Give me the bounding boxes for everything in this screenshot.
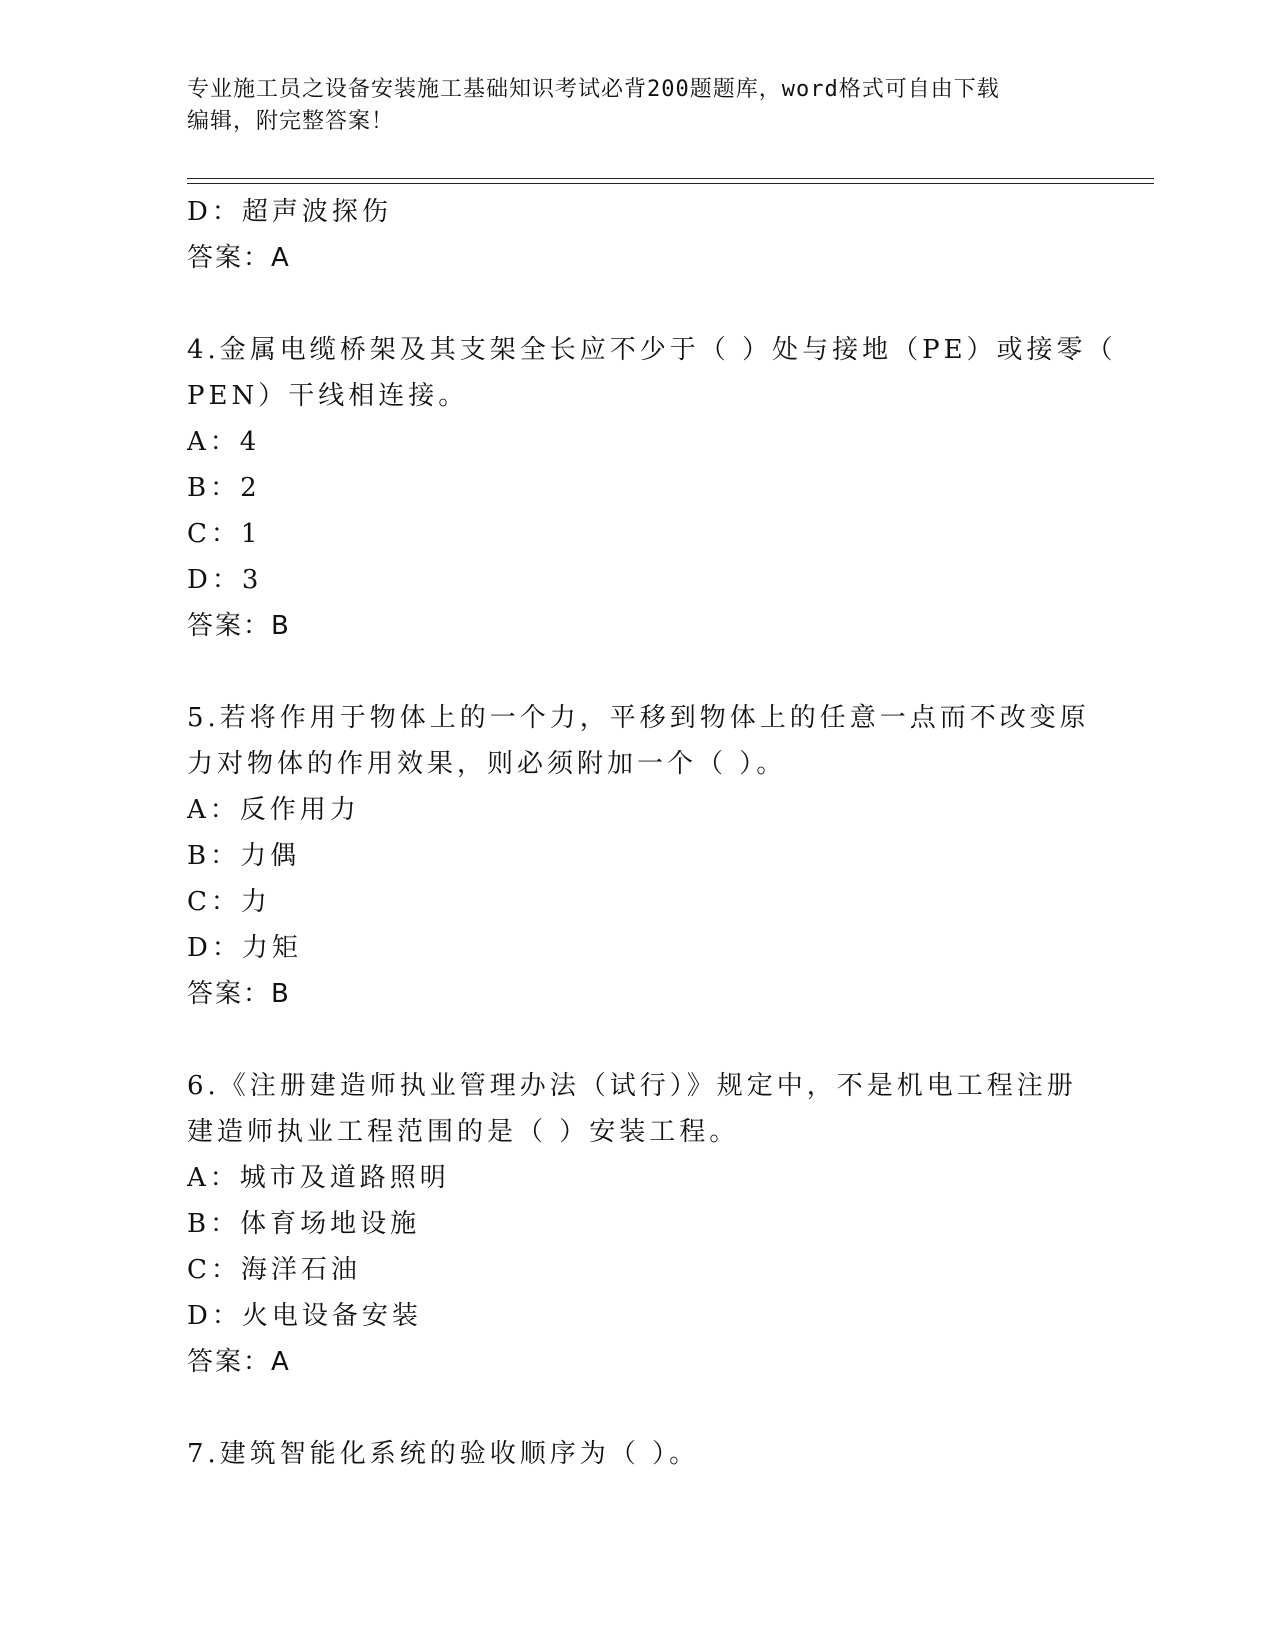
header-line-2: 编辑，附完整答案！ bbox=[187, 109, 395, 134]
spacer bbox=[187, 281, 1087, 327]
option-c: C：海洋石油 bbox=[187, 1255, 361, 1285]
question-list bbox=[187, 189, 1117, 1477]
question-4 bbox=[187, 327, 1117, 649]
question-stem: 建造师执业工程范围的是（ ）安装工程。 bbox=[187, 1117, 740, 1147]
option-a: A：反作用力 bbox=[187, 795, 360, 825]
question-stem: 7.建筑智能化系统的验收顺序为（ ）。 bbox=[187, 1439, 700, 1469]
option-d: D：力矩 bbox=[187, 933, 302, 963]
document-header bbox=[187, 74, 1087, 138]
question-stem: 6.《注册建造师执业管理办法（试行）》规定中，不是机电工程注册 bbox=[187, 1071, 1077, 1101]
question-stem: 4.金属电缆桥架及其支架全长应不少于（ ）处与接地（PE）或接零（ bbox=[187, 335, 1117, 365]
option-c: C：1 bbox=[187, 519, 262, 549]
question-stem: 5.若将作用于物体上的一个力，平移到物体上的任意一点而不改变原 bbox=[187, 703, 1090, 733]
option-b: B：体育场地设施 bbox=[187, 1209, 421, 1239]
question-7 bbox=[187, 1431, 1087, 1477]
spacer bbox=[187, 1385, 1087, 1431]
answer-line: 答案：A bbox=[187, 1347, 291, 1377]
spacer bbox=[187, 1017, 1087, 1063]
header-line-1: 专业施工员之设备安装施工基础知识考试必背200题题库，word格式可自由下载 bbox=[187, 77, 1000, 102]
option-d: D：火电设备安装 bbox=[187, 1301, 422, 1331]
spacer bbox=[187, 649, 1087, 695]
question-stem: PEN）干线相连接。 bbox=[187, 381, 469, 411]
answer-line: 答案：B bbox=[187, 979, 291, 1009]
option-d: D：3 bbox=[187, 565, 263, 595]
question-6 bbox=[187, 1063, 1087, 1385]
header-divider-bottom bbox=[187, 183, 1154, 184]
option-d: D：超声波探伤 bbox=[187, 197, 392, 227]
question-5 bbox=[187, 695, 1090, 1017]
question-stem: 力对物体的作用效果，则必须附加一个（ ）。 bbox=[187, 749, 787, 779]
header-divider-top bbox=[187, 178, 1154, 179]
option-c: C：力 bbox=[187, 887, 271, 917]
option-a: A：城市及道路照明 bbox=[187, 1163, 450, 1193]
option-b: B：2 bbox=[187, 473, 261, 503]
answer-line: 答案：A bbox=[187, 243, 291, 273]
answer-line: 答案：B bbox=[187, 611, 291, 641]
option-a: A：4 bbox=[187, 427, 261, 457]
option-b: B：力偶 bbox=[187, 841, 301, 871]
